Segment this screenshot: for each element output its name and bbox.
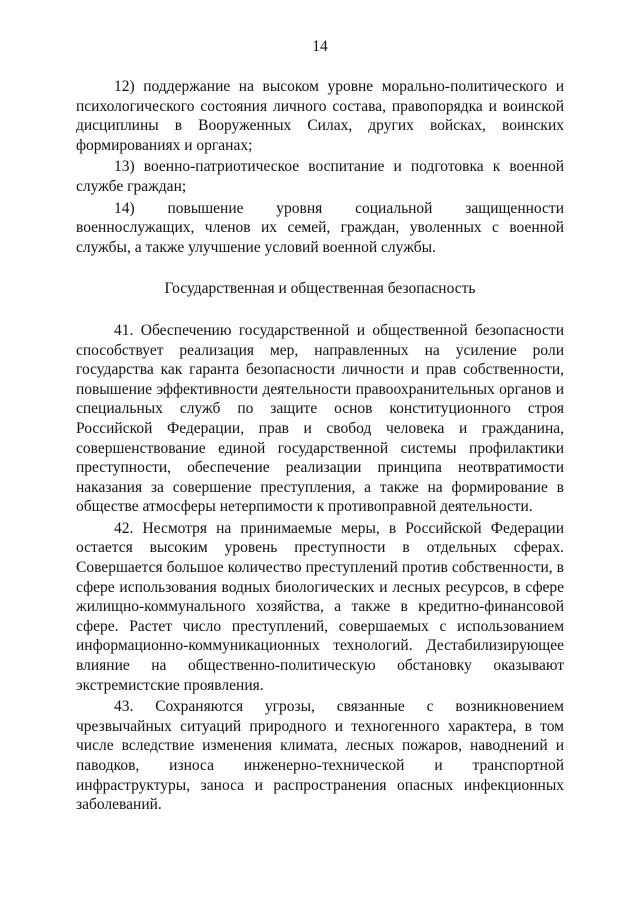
paragraph-42: 42. Несмотря на принимаемые меры, в Российской Федерации остается высоким уровень преступности в отдельных сферах. Совершается большое количество преступлений против собственности, в сфере использования водных биологических и лесных ресурсов, в сфере жилищно-коммунального хозяйства, а также в кредитно-финансовой сфере. Растет число преступлений, совершаемых с использованием информационно-коммуникационных технологий. Дестабилизирующее влияние на общественно-политическую обстановку оказывают экстремистские проявления. <box>76 519 564 694</box>
section-heading: Государственная и общественная безопасность <box>164 280 476 298</box>
paragraph-41: 41. Обеспечению государственной и общественной безопасности способствует реализация мер, направленных на усиление роли государства как гаранта безопасности личности и прав собственности, повышение эффективности деятельности правоохранительных органов и специальных служб по защите основ конституционного строя Российской Федерации, прав и свобод человека и гражданина, совершенствование единой государственной системы профилактики преступности, обеспечение реализации принципа неотвратимости наказания за совершение преступления, а также на формирование в обществе атмосферы нетерпимости к противоправной деятельности. <box>76 321 564 516</box>
page-number: 14 <box>312 38 328 55</box>
document-body <box>76 77 564 815</box>
list-item-12: 12) поддержание на высоком уровне морально-политического и психологического состояния личного состава, правопорядка и воинской дисциплины в Вооруженных Силах, других войсках, воинских формированиях и органах; <box>76 78 564 154</box>
list-item-13: 13) военно-патриотическое воспитание и подготовка к военной службе граждан; <box>76 158 564 195</box>
paragraph-43: 43. Сохраняются угрозы, связанные с возникновением чрезвычайных ситуаций природного и техногенного характера, в том числе вследствие изменения климата, лесных пожаров, наводнений и паводков, износа инженерно-технической и транспортной инфраструктуры, заноса и распространения опасных инфекционных заболеваний. <box>76 698 564 814</box>
list-item-14: 14) повышение уровня социальной защищенности военнослужащих, членов их семей, граждан, уволенных с военной службы, а также улучшение условий военной службы. <box>76 199 564 256</box>
